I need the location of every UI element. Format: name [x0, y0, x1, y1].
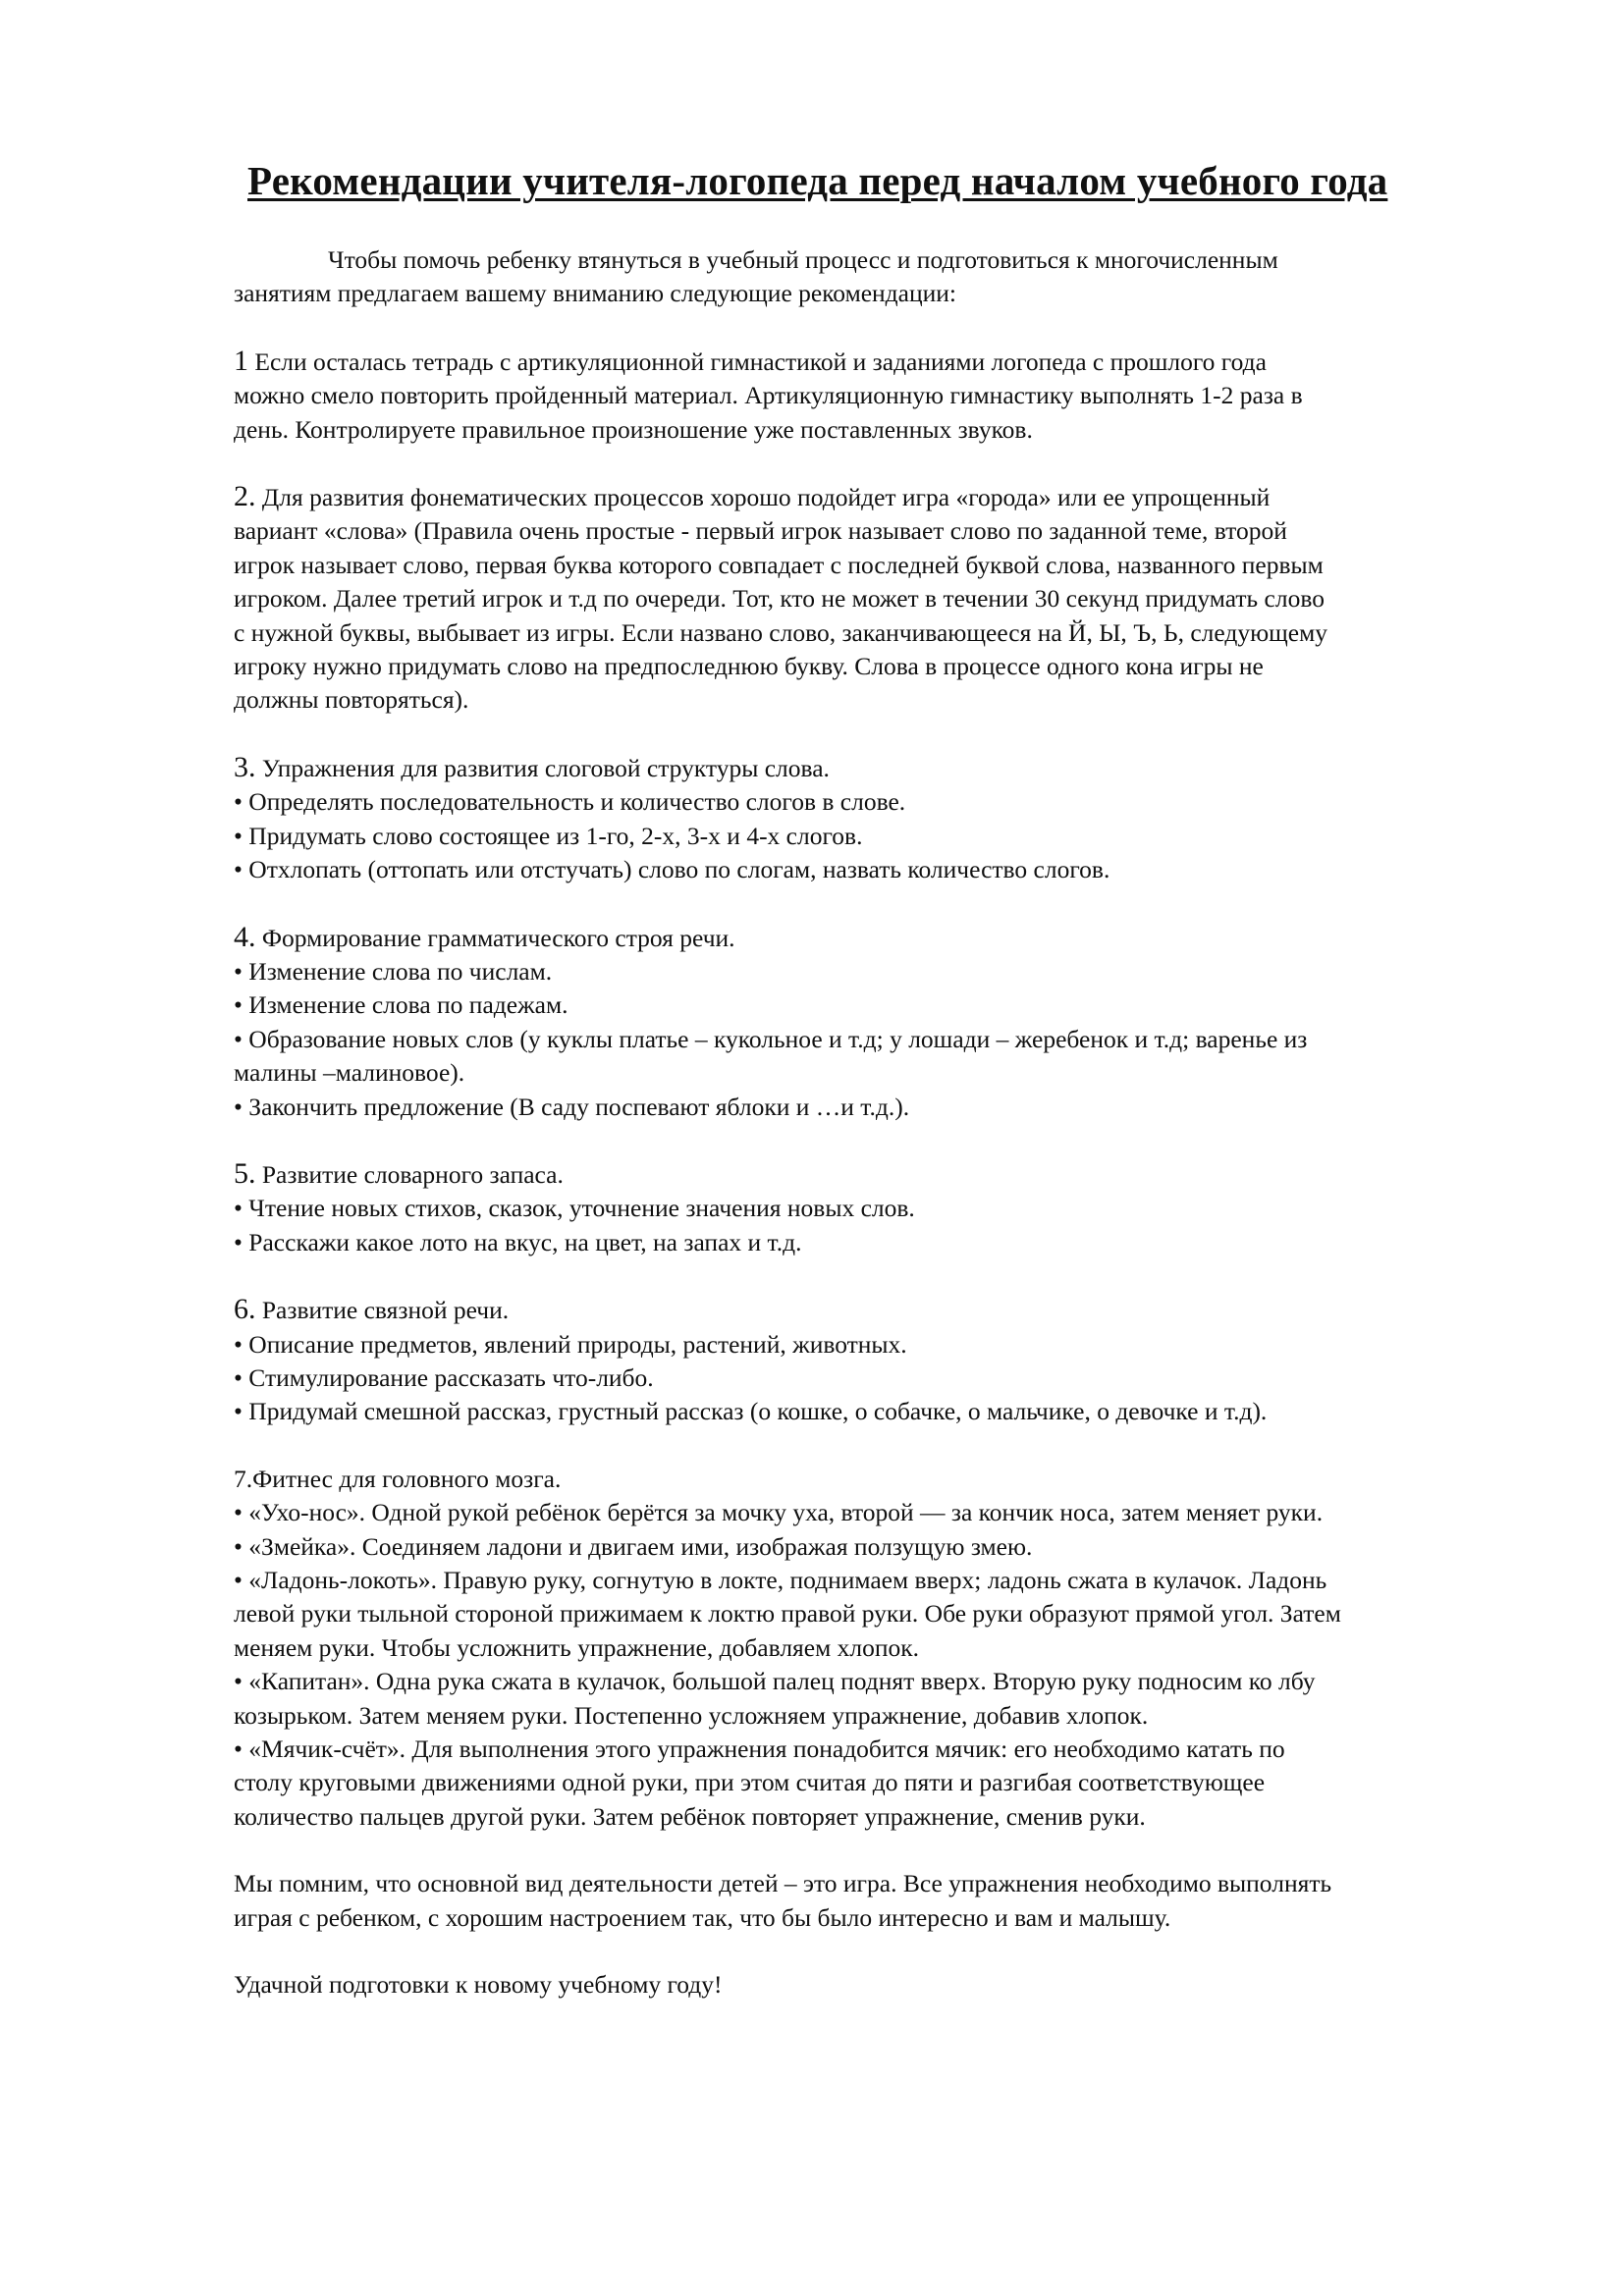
section-heading — [234, 1463, 1510, 1496]
bullet-item: • Закончить предложение (В саду поспевают яблоки и …и т.д.). — [234, 1092, 910, 1121]
bullet-item: • Описание предметов, явлений природы, растений, животных. — [234, 1329, 907, 1359]
section-number: 4. — [234, 920, 256, 953]
document-title: Рекомендации учителя-логопеда перед началом учебного года — [247, 158, 1388, 203]
section-number: 2. — [234, 480, 256, 513]
section-text: Если осталась тетрадь с артикуляционной гимнастикой и заданиями логопеда с прошлого года можно смело повторить пройденный материал. Артикуляционную гимнастику выполнять 1-2 раза в день. Контролируете правильное произношение уже поставленных звуков. — [234, 347, 1303, 444]
section-4 — [234, 921, 1510, 1124]
section-text: Формирование грамматического строя речи. — [255, 923, 735, 952]
bullet-item: • «Капитан». Одна рука сжата в кулачок, большой палец поднят вверх. Вторую руку подносим ко лбу козырьком. Затем меняем руки. Постепенно усложняем упражнение, добавив хлопок. — [234, 1667, 1316, 1730]
section-number: 5. — [234, 1156, 256, 1190]
section-2 — [234, 480, 1510, 718]
document-page — [234, 147, 1510, 2002]
section-number: 1 — [234, 344, 248, 377]
bullet-item: • Изменение слова по числам. — [234, 956, 553, 986]
section-number: 6. — [234, 1293, 256, 1326]
bullet-item: • Расскажи какое лото на вкус, на цвет, на запах и т.д. — [234, 1227, 802, 1256]
bullet-item: • Чтение новых стихов, сказок, уточнение значения новых слов. — [234, 1194, 915, 1223]
section-text: Упражнения для развития слоговой структуры слова. — [255, 753, 830, 782]
farewell-line: Удачной подготовки к новому учебному году! — [234, 1970, 723, 2000]
bullet-item: • Отхлопать (оттопать или отстучать) слово по слогам, назвать количество слогов. — [234, 855, 1110, 884]
bullet-item: • Образование новых слов (у куклы платье – кукольное и т.д; у лошади – жеребенок и т.д; варенье из малины –малиновое). — [234, 1024, 1308, 1088]
section-heading — [234, 480, 1510, 718]
section-7 — [234, 1463, 1510, 1834]
bullet-item: • «Ладонь-локоть». Правую руку, согнутую в локте, поднимаем вверх; ладонь сжата в кулачок. Ладонь левой руки тыльной стороной прижимаем к локтю правой руки. Обе руки образуют прямой угол. Затем меняем руки. Чтобы усложнить упражнение, добавляем хлопок. — [234, 1566, 1341, 1662]
section-heading — [234, 921, 1510, 955]
bullet-item: • Изменение слова по падежам. — [234, 990, 568, 1020]
section-text: Развитие связной речи. — [255, 1296, 510, 1325]
bullet-item: • «Змейка». Соединяем ладони и двигаем ими, изображая ползущую змею. — [234, 1531, 1033, 1561]
closing-paragraph: Мы помним, что основной вид деятельности детей – это игра. Все упражнения необходимо выполнять играя с ребенком, с хорошим настроением так, что бы было интересно и вам и малышу. — [234, 1869, 1332, 1932]
sections-container — [234, 345, 1510, 1834]
bullet-item: • «Ухо-нос». Одной рукой ребёнок берётся за мочку уха, второй — за кончик носа, затем меняет руки. — [234, 1498, 1324, 1527]
intro-paragraph: Чтобы помочь ребенку втянуться в учебный процесс и подготовиться к многочисленным занятиям предлагаем вашему вниманию следующие рекомендации: — [234, 245, 1278, 308]
bullet-item: • «Мячик-счёт». Для выполнения этого упражнения понадобится мячик: его необходимо катать по столу круговыми движениями одной руки, при этом считая до пяти и разгибая соответствующее количество пальцев другой руки. Затем ребёнок повторяет упражнение, сменив руки. — [234, 1735, 1285, 1831]
section-5 — [234, 1157, 1510, 1259]
section-1 — [234, 345, 1510, 447]
bullet-item: • Стимулирование рассказать что-либо. — [234, 1362, 654, 1392]
section-heading — [234, 751, 1510, 785]
section-heading — [234, 345, 1510, 447]
section-text: 7.Фитнес для головного мозга. — [234, 1464, 562, 1493]
bullet-item: • Придумать слово состоящее из 1-го, 2-х, 3-х и 4-х слогов. — [234, 821, 863, 850]
section-text: Для развития фонематических процессов хорошо подойдет игра «города» или ее упрощенный вариант «слова» (Правила очень простые - первый игрок называет слово по заданной теме, второй игрок называет слово, первая буква которого совпадает с последней буквой слова, названного первым игроком. Далее третий игрок и т.д по очереди. Тот, кто не может в течении 30 секунд придумать слово с нужной буквы, выбывает из игры. Если названо слово, заканчивающееся на Й, Ы, Ъ, Ь, следующему игроку нужно придумать слово на предпоследнюю букву. Слова в процессе одного кона игры не должны повторяться). — [234, 483, 1327, 715]
section-heading — [234, 1293, 1510, 1327]
section-number: 3. — [234, 750, 256, 783]
section-text: Развитие словарного запаса. — [255, 1159, 564, 1189]
bullet-item: • Придумай смешной рассказ, грустный рассказ (о кошке, о собачке, о мальчике, о девочке и т.д). — [234, 1397, 1268, 1426]
section-6 — [234, 1293, 1510, 1429]
section-3 — [234, 751, 1510, 887]
bullet-item: • Определять последовательность и количество слогов в слове. — [234, 787, 906, 817]
section-heading — [234, 1157, 1510, 1192]
